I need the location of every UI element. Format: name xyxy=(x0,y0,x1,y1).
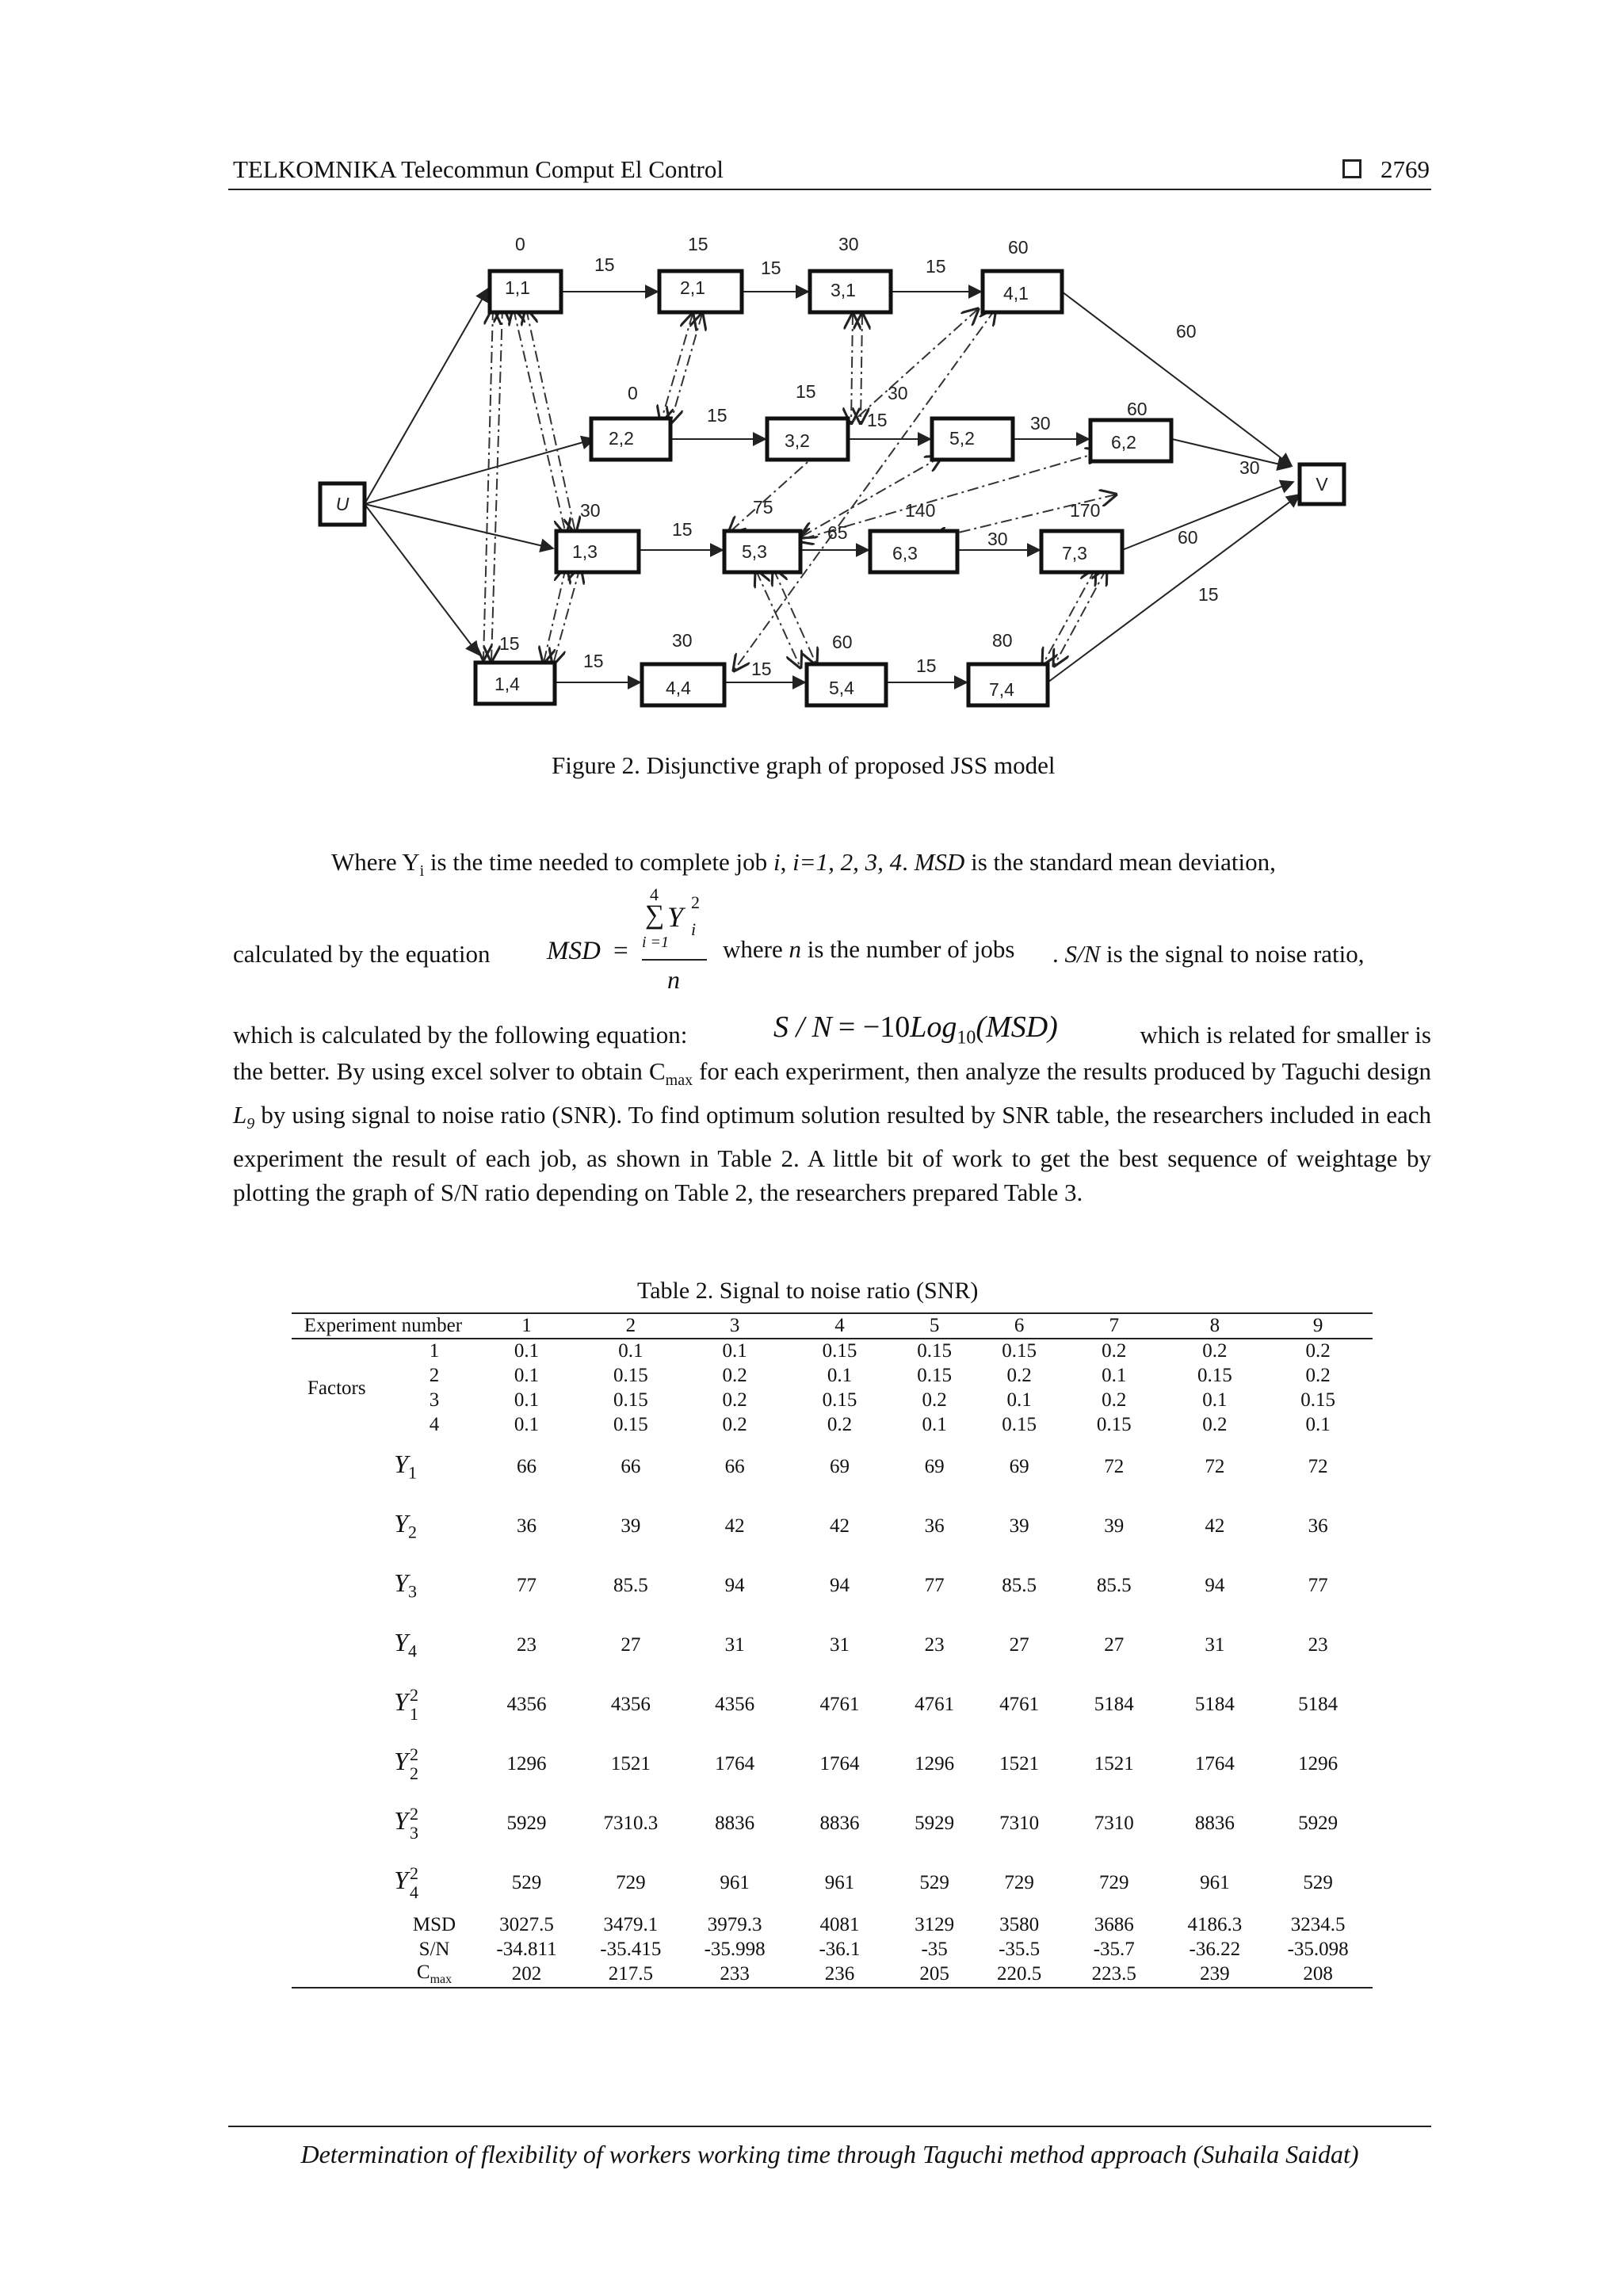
table-cell: 27 xyxy=(1104,1633,1125,1656)
table-cell: 0.1 xyxy=(1006,1389,1032,1411)
table-cell: 0.15 xyxy=(822,1389,857,1411)
table-cell: 208 xyxy=(1303,1963,1333,1985)
table-cell: 4356 xyxy=(506,1693,547,1715)
row-label: S/N xyxy=(418,1938,450,1960)
col-header: 7 xyxy=(1109,1315,1120,1336)
table-cell: 23 xyxy=(1308,1633,1328,1656)
y-row-label: Y 2 4 xyxy=(394,1862,418,1902)
table-cell: 0.2 xyxy=(1102,1389,1127,1411)
table-row xyxy=(292,1556,1373,1615)
weight-label: 15 xyxy=(916,655,937,676)
weight-label: 15 xyxy=(707,405,727,426)
y-row-label: Y 2 2 xyxy=(394,1744,418,1783)
weight-label: 30 xyxy=(987,529,1008,549)
weight-label: 15 xyxy=(1198,584,1219,605)
table-cell: 236 xyxy=(824,1963,855,1985)
table-cell: 31 xyxy=(1205,1633,1225,1656)
table-cell: 4761 xyxy=(819,1693,860,1715)
table-cell: 77 xyxy=(1308,1574,1328,1596)
weight-label: 15 xyxy=(761,258,781,278)
node-label: 6,3 xyxy=(892,543,918,563)
node-label: V xyxy=(1316,474,1328,495)
sn-note: which is related for smaller is xyxy=(1140,1021,1431,1049)
weight-label: 80 xyxy=(992,630,1013,651)
table-cell: 202 xyxy=(511,1963,542,1985)
conjunctive-arcs xyxy=(365,288,1300,682)
factor-index: 4 xyxy=(429,1413,440,1435)
table-cell: 729 xyxy=(616,1871,646,1893)
table-cell: 23 xyxy=(924,1633,945,1656)
table-cell: 529 xyxy=(1303,1871,1333,1893)
table-cell: 85.5 xyxy=(1002,1574,1037,1596)
table-row xyxy=(292,1437,1373,1496)
table-cell: -36.22 xyxy=(1189,1938,1241,1960)
weight-label: 15 xyxy=(926,256,946,277)
square-bullet-icon xyxy=(1342,159,1361,178)
table-cell: 42 xyxy=(829,1515,850,1537)
table-cell: 4356 xyxy=(610,1693,651,1715)
weight-label: 30 xyxy=(1239,457,1260,478)
table-cell: -34.811 xyxy=(496,1938,557,1960)
table-cell: 3686 xyxy=(1094,1913,1134,1935)
table-cell: 3580 xyxy=(999,1913,1040,1935)
weight-label: 0 xyxy=(628,383,638,403)
table-cell: 0.2 xyxy=(1202,1413,1228,1435)
table-cell: 3129 xyxy=(915,1913,955,1935)
table-cell: 36 xyxy=(517,1515,537,1537)
y-row-label: Y 2 1 xyxy=(394,1684,418,1724)
y-row-label: $Y_4$ xyxy=(394,1628,417,1661)
table-cell: 5929 xyxy=(506,1812,547,1834)
weight-label: 15 xyxy=(867,410,888,430)
table-cell: 85.5 xyxy=(1096,1574,1132,1596)
weight-label: 65 xyxy=(827,522,848,543)
table-cell: 0.1 xyxy=(827,1364,853,1386)
weight-label: 15 xyxy=(672,519,693,540)
table-cell: 8836 xyxy=(715,1812,755,1834)
table-cell: -35.7 xyxy=(1093,1938,1135,1960)
figure-caption: Figure 2. Disjunctive graph of proposed JSS model xyxy=(552,751,1056,779)
table-row xyxy=(292,1412,1373,1437)
weight-label: 15 xyxy=(796,381,816,402)
table-cell: 7310.3 xyxy=(603,1812,659,1834)
table-cell: 0.1 xyxy=(1305,1413,1331,1435)
table-cell: 1296 xyxy=(1298,1752,1338,1775)
col-header: 4 xyxy=(834,1315,845,1336)
table-cell: 31 xyxy=(724,1633,745,1656)
table-cell: 36 xyxy=(1308,1515,1328,1537)
table-caption: Table 2. Signal to noise ratio (SNR) xyxy=(637,1278,979,1304)
weight-label: 30 xyxy=(1030,413,1051,434)
sum-symbol: ∑ xyxy=(645,900,665,930)
table-cell: 5184 xyxy=(1194,1693,1235,1715)
table-cell: 0.15 xyxy=(613,1413,648,1435)
table-row xyxy=(292,1912,1373,1937)
table-cell: 529 xyxy=(919,1871,949,1893)
table-cell: -36.1 xyxy=(819,1938,861,1960)
node-label: 5,2 xyxy=(949,428,975,449)
table-cell: 0.15 xyxy=(613,1364,648,1386)
table-cell: 23 xyxy=(517,1633,537,1656)
snr-table xyxy=(292,1312,1373,1988)
table-cell: 1764 xyxy=(819,1752,860,1775)
table-cell: -35.5 xyxy=(999,1938,1041,1960)
journal-title: TELKOMNIKA Telecommun Comput El Control xyxy=(233,155,724,183)
node-label: 1,1 xyxy=(505,277,530,298)
paragraph-1: Where $Y_i$ is the time needed to complete job i, i=1, 2, 3, 4. MSD is the standard mean deviation, xyxy=(331,848,1276,881)
table-cell: 0.1 xyxy=(722,1340,747,1362)
table-cell: 3027.5 xyxy=(499,1913,554,1935)
disjunctive-arcs xyxy=(483,308,1116,670)
table-cell: 69 xyxy=(1009,1455,1029,1477)
table-cell: -35.098 xyxy=(1287,1938,1349,1960)
table-cell: 4356 xyxy=(715,1693,755,1715)
table-cell: 223.5 xyxy=(1091,1963,1136,1985)
weight-label: 30 xyxy=(888,383,908,403)
table-cell: -35 xyxy=(921,1938,948,1960)
table-cell: 1764 xyxy=(1194,1752,1235,1775)
table-cell: 8836 xyxy=(819,1812,860,1834)
sn-definition: . S/N is the signal to noise ratio, xyxy=(1052,940,1365,968)
table-cell: 961 xyxy=(824,1871,855,1893)
node-label: U xyxy=(335,494,349,514)
weight-label: 0 xyxy=(515,234,525,254)
table-row xyxy=(292,1853,1373,1912)
table-row xyxy=(292,1615,1373,1675)
table-cell: 1521 xyxy=(610,1752,651,1775)
col-header: 2 xyxy=(625,1315,636,1336)
table-cell: 239 xyxy=(1200,1963,1230,1985)
table-cell: 42 xyxy=(1205,1515,1225,1537)
table-cell: 1296 xyxy=(506,1752,547,1775)
table-cell: 36 xyxy=(924,1515,945,1537)
node-label: 5,4 xyxy=(829,678,854,698)
msd-symbol: MSD xyxy=(547,937,601,965)
table-cell: 4081 xyxy=(819,1913,860,1935)
node-label: 2,1 xyxy=(680,277,705,298)
node-label: 1,3 xyxy=(572,541,598,562)
table-cell: 0.1 xyxy=(514,1389,540,1411)
weight-label: 60 xyxy=(1127,399,1148,419)
weight-label: 30 xyxy=(838,234,859,254)
node-label: 3,1 xyxy=(831,280,856,300)
table-row xyxy=(292,1675,1373,1734)
table-cell: 0.2 xyxy=(722,1389,747,1411)
table-cell: 69 xyxy=(924,1455,945,1477)
table-cell: 85.5 xyxy=(613,1574,648,1596)
weight-label: 60 xyxy=(832,632,853,652)
row-label: $C_{max}$ xyxy=(416,1962,453,1986)
y-row-label: $Y_1$ xyxy=(394,1450,417,1483)
table-cell: 729 xyxy=(1004,1871,1034,1893)
table-cell: 66 xyxy=(724,1455,745,1477)
table-cell: 233 xyxy=(720,1963,750,1985)
table-cell: -35.998 xyxy=(704,1938,766,1960)
equals-sign: = xyxy=(613,937,628,965)
table-cell: 0.1 xyxy=(1102,1364,1127,1386)
table-cell: 961 xyxy=(720,1871,750,1893)
fraction-bar xyxy=(642,959,707,961)
y-row-label: $Y_2$ xyxy=(394,1509,417,1542)
weight-label: 170 xyxy=(1070,500,1101,521)
table-cell: 0.15 xyxy=(1197,1364,1232,1386)
table-cell: 0.1 xyxy=(514,1364,540,1386)
weight-label: 15 xyxy=(594,254,615,275)
table-cell: 3979.3 xyxy=(707,1913,762,1935)
table-cell: 4761 xyxy=(915,1693,955,1715)
table-cell: 72 xyxy=(1205,1455,1225,1477)
table-cell: 77 xyxy=(924,1574,945,1596)
sum-upper-limit: 4 xyxy=(650,884,659,904)
weight-label: 60 xyxy=(1176,321,1197,342)
table-cell: 7310 xyxy=(1094,1812,1134,1834)
table-cell: 39 xyxy=(1104,1515,1125,1537)
table-cell: 39 xyxy=(1009,1515,1029,1537)
table-cell: 0.2 xyxy=(1202,1340,1228,1362)
factor-index: 3 xyxy=(429,1389,440,1411)
table-cell: 0.2 xyxy=(1305,1340,1331,1362)
weight-label: 15 xyxy=(751,659,772,679)
table-cell: 4761 xyxy=(999,1693,1040,1715)
weight-label: 30 xyxy=(580,500,601,521)
weight-label: 140 xyxy=(905,500,936,521)
y-symbol: Y xyxy=(667,901,684,933)
node-label: 4,4 xyxy=(666,678,691,698)
table-cell: 220.5 xyxy=(996,1963,1042,1985)
node-label: 7,4 xyxy=(989,679,1014,700)
table-cell: 529 xyxy=(511,1871,542,1893)
table-cell: 0.2 xyxy=(722,1364,747,1386)
denominator: n xyxy=(667,965,680,994)
table-row xyxy=(292,1363,1373,1388)
table-cell: 0.1 xyxy=(922,1413,947,1435)
col-header: 8 xyxy=(1209,1315,1220,1336)
table-row xyxy=(292,1794,1373,1853)
table-cell: 5929 xyxy=(915,1812,955,1834)
table-cell: 31 xyxy=(829,1633,850,1656)
table-row xyxy=(292,1339,1373,1363)
paragraph-2: the better. By using excel solver to obtain $C_{max}$ for each experirment, then analyze the results produced by Taguchi design $L_9$ by using signal to noise ratio (SNR). To find optimum solution resulted by SNR table, the researchers included in each experiment the result of each job, as shown in Table 2. A little bit of work to get the best sequence of weightage by plotting the graph of S/N ratio depending on Table 2, the researchers prepared Table 3. xyxy=(233,1057,1431,1207)
sn-equation: S / N = −10Log$_{10}$(MSD) xyxy=(773,1010,1058,1049)
table-cell: 66 xyxy=(517,1455,537,1477)
exponent: 2 xyxy=(691,892,700,912)
header-rule xyxy=(228,189,1431,190)
node-label: 2,2 xyxy=(609,428,634,449)
table-cell: 0.1 xyxy=(1202,1389,1228,1411)
equation-explanation: where n is the number of jobs xyxy=(723,935,1015,963)
table-cell: 0.2 xyxy=(827,1413,853,1435)
table-cell: -35.415 xyxy=(600,1938,662,1960)
table-cell: 0.2 xyxy=(1102,1340,1127,1362)
table-cell: 0.1 xyxy=(514,1340,540,1362)
table-row xyxy=(292,1734,1373,1794)
table-cell: 0.2 xyxy=(722,1413,747,1435)
table-cell: 8836 xyxy=(1194,1812,1235,1834)
node-label: 6,2 xyxy=(1111,432,1136,453)
weight-label: 60 xyxy=(1008,237,1029,258)
table-cell: 69 xyxy=(829,1455,850,1477)
table-cell: 0.1 xyxy=(514,1413,540,1435)
table-cell: 3234.5 xyxy=(1290,1913,1346,1935)
factor-index: 2 xyxy=(429,1364,440,1386)
table-cell: 1296 xyxy=(915,1752,955,1775)
table-cell: 205 xyxy=(919,1963,949,1985)
factors-label: Factors xyxy=(307,1377,366,1399)
weight-label: 15 xyxy=(499,633,520,654)
table-cell: 3479.1 xyxy=(603,1913,659,1935)
table-cell: 94 xyxy=(1205,1574,1225,1596)
table-cell: 72 xyxy=(1308,1455,1328,1477)
table-cell: 0.15 xyxy=(1002,1413,1037,1435)
table-cell: 0.2 xyxy=(1305,1364,1331,1386)
col-header: 3 xyxy=(729,1315,740,1336)
footer-citation: Determination of flexibility of workers working time through Taguchi method approach (Suhaila Saidat) xyxy=(300,2140,1359,2168)
node-label: 7,3 xyxy=(1062,543,1087,563)
table-cell: 0.15 xyxy=(917,1364,953,1386)
table-cell: 0.15 xyxy=(822,1340,857,1362)
node-label: 1,4 xyxy=(495,674,520,694)
table-cell: 1521 xyxy=(999,1752,1040,1775)
weight-label: 30 xyxy=(672,630,693,651)
table-cell: 39 xyxy=(621,1515,641,1537)
node-label: 5,3 xyxy=(742,541,767,562)
table-cell: 1764 xyxy=(715,1752,755,1775)
factor-index: 1 xyxy=(429,1340,440,1362)
table-cell: 0.15 xyxy=(1002,1340,1037,1362)
table-cell: 66 xyxy=(621,1455,641,1477)
equation-intro: calculated by the equation xyxy=(233,940,491,968)
table-cell: 94 xyxy=(724,1574,745,1596)
node-label: 3,2 xyxy=(785,430,810,451)
table-cell: 5184 xyxy=(1094,1693,1134,1715)
table-cell: 27 xyxy=(1009,1633,1029,1656)
table-cell: 1521 xyxy=(1094,1752,1134,1775)
table-cell: 729 xyxy=(1099,1871,1129,1893)
weight-label: 15 xyxy=(583,651,604,671)
table-cell: 5184 xyxy=(1298,1693,1338,1715)
table-cell: 217.5 xyxy=(608,1963,653,1985)
table-row xyxy=(292,1937,1373,1962)
weight-label: 60 xyxy=(1178,527,1198,548)
table-cell: 77 xyxy=(517,1574,537,1596)
table-cell: 7310 xyxy=(999,1812,1040,1834)
subscript-i: i xyxy=(691,919,697,939)
table-cell: 4186.3 xyxy=(1187,1913,1243,1935)
sum-lower-limit: i =1 xyxy=(642,934,670,951)
table-row xyxy=(292,1962,1373,1988)
col-header: 9 xyxy=(1312,1315,1323,1336)
table-cell: 0.15 xyxy=(1300,1389,1335,1411)
table-cell: 0.15 xyxy=(917,1340,953,1362)
table-cell: 961 xyxy=(1200,1871,1230,1893)
table-cell: 0.15 xyxy=(613,1389,648,1411)
table-cell: 0.2 xyxy=(922,1389,947,1411)
table-cell: 72 xyxy=(1104,1455,1125,1477)
table-cell: 94 xyxy=(829,1574,850,1596)
col-header: 6 xyxy=(1014,1315,1025,1336)
node-label: 4,1 xyxy=(1003,283,1029,304)
table-cell: 0.2 xyxy=(1006,1364,1032,1386)
table-row xyxy=(292,1496,1373,1556)
table-cell: 27 xyxy=(621,1633,641,1656)
disjunctive-graph xyxy=(314,227,1384,734)
weight-label: 15 xyxy=(688,234,708,254)
row-label: MSD xyxy=(412,1913,456,1935)
header-experiment-number: Experiment number xyxy=(304,1315,463,1336)
page-number: 2769 xyxy=(1381,155,1430,183)
col-header: 1 xyxy=(521,1315,532,1336)
table-cell: 5929 xyxy=(1298,1812,1338,1834)
table-cell: 0.15 xyxy=(1096,1413,1132,1435)
y-row-label: $Y_3$ xyxy=(394,1568,417,1602)
y-row-label: Y 2 3 xyxy=(394,1803,418,1843)
footer-rule xyxy=(228,2126,1431,2127)
table-cell: 0.1 xyxy=(618,1340,643,1362)
col-header: 5 xyxy=(929,1315,940,1336)
weight-label: 75 xyxy=(753,497,773,518)
sn-intro: which is calculated by the following equation: xyxy=(233,1021,688,1049)
table-cell: 42 xyxy=(724,1515,745,1537)
table-row xyxy=(292,1388,1373,1412)
